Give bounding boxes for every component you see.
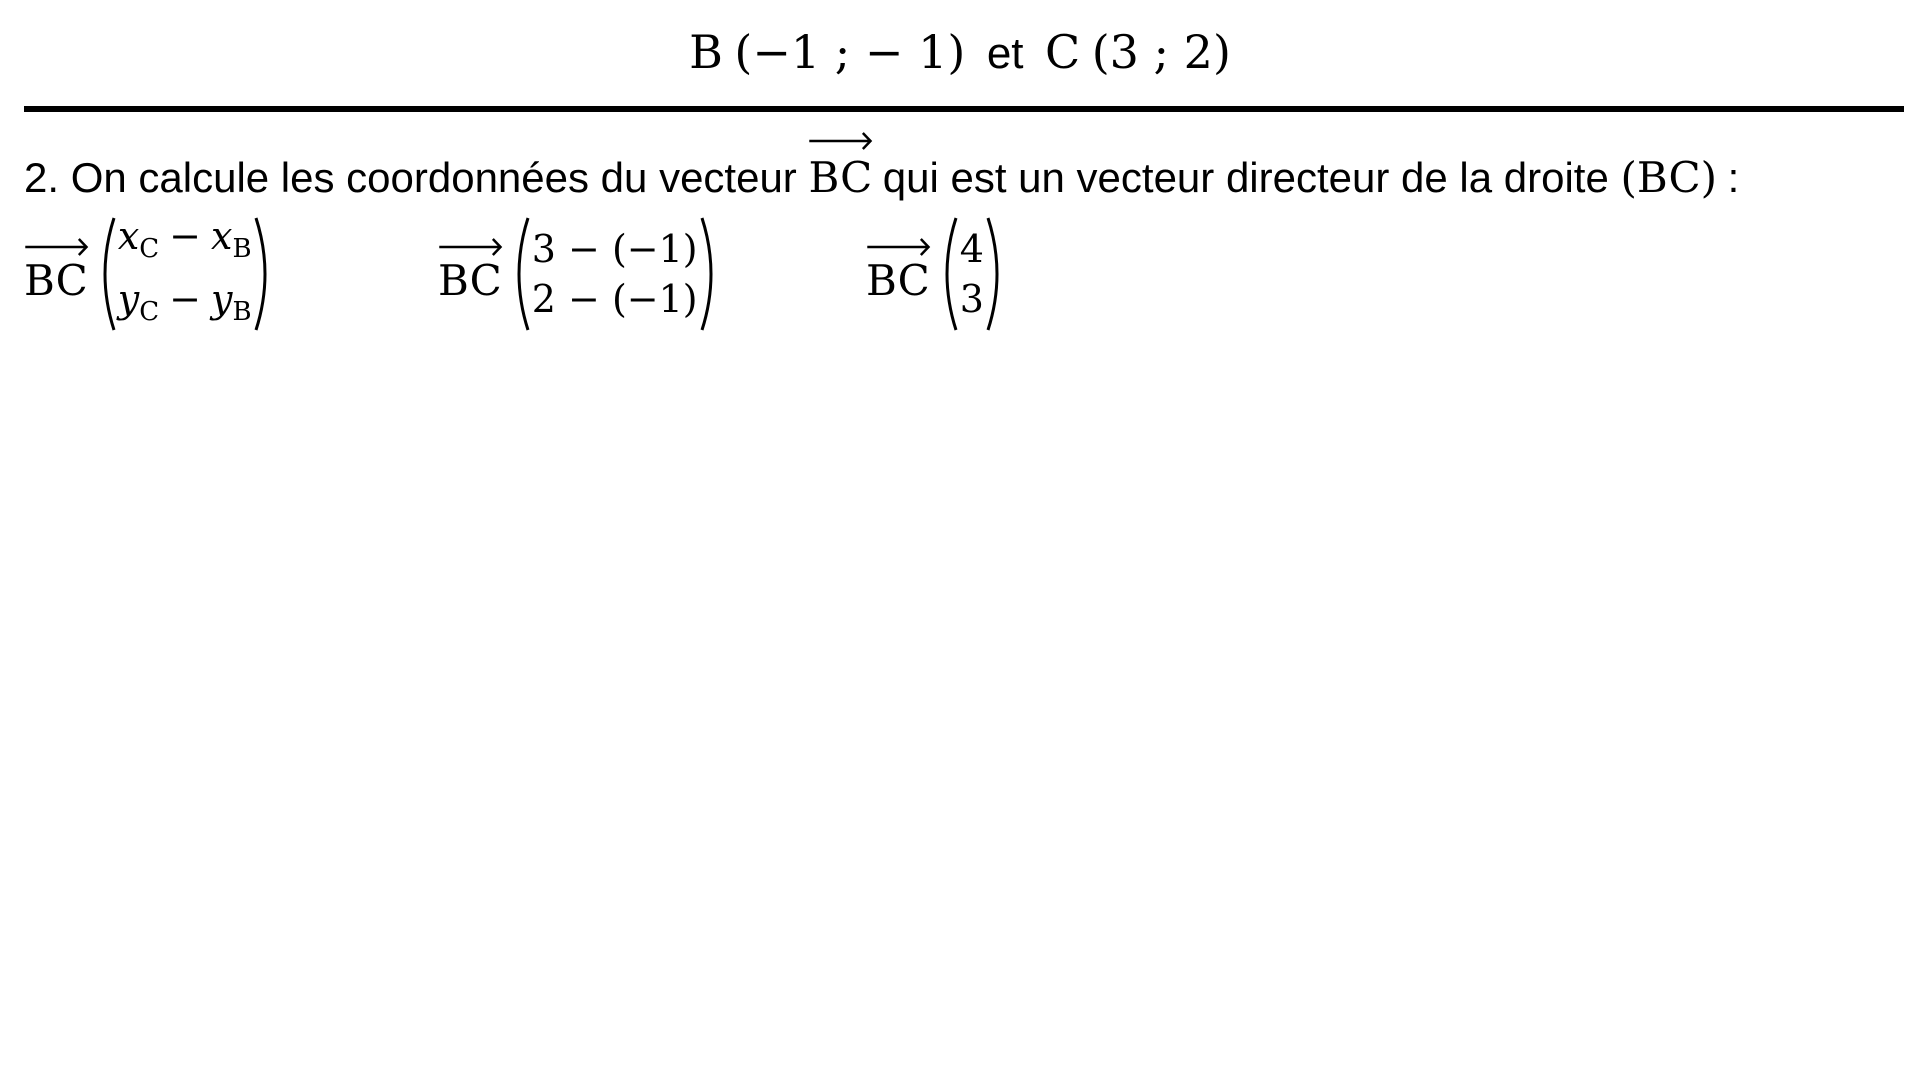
minus-sign: − [169, 277, 201, 321]
sentence-after: qui est un vecteur directeur de la droite [882, 154, 1621, 201]
vector-bc-1 [24, 256, 88, 305]
right-paren-icon [254, 216, 276, 332]
point-b-letter: B [689, 25, 723, 79]
vector-arrow-icon [438, 236, 502, 258]
coordinate-row-y: 2 − (−1) [531, 277, 698, 321]
var-y: y [211, 277, 233, 321]
question-sentence [24, 150, 1739, 207]
sub-c: C [139, 234, 160, 264]
coordinate-row-y [118, 274, 252, 337]
vector-arrow-icon [24, 236, 88, 258]
var-x: x [211, 214, 233, 258]
vector-bc-2-label: BC [438, 255, 502, 305]
coordinate-column [530, 224, 700, 324]
vector-bc-inline-label: BC [808, 153, 873, 202]
var-x: x [117, 214, 140, 258]
left-paren-icon [936, 216, 958, 332]
coordinate-row-x: 4 [959, 227, 984, 271]
vector-bc-2 [438, 256, 502, 305]
right-paren-icon [700, 216, 722, 332]
horizontal-rule [24, 106, 1904, 112]
sentence-end: : [1727, 154, 1740, 201]
coordinate-column [116, 211, 254, 337]
right-paren-icon [986, 216, 1008, 332]
connector-text: et [986, 29, 1024, 78]
point-c-coords: (3 ; 2) [1091, 25, 1231, 79]
point-b-coords: (−1 ; − 1) [734, 25, 966, 79]
vector-bc-inline [808, 150, 872, 206]
left-paren-icon [508, 216, 530, 332]
vector-bc-1-label: BC [24, 255, 88, 305]
point-c-letter: C [1045, 25, 1081, 79]
vector-bc-3 [866, 256, 930, 305]
vector-formula-substituted [438, 212, 722, 336]
var-y: y [117, 277, 140, 321]
vector-formula-symbolic [24, 212, 276, 336]
vector-arrow-icon [866, 236, 930, 258]
left-paren-icon [94, 216, 116, 332]
coordinate-row-y: 3 [959, 277, 984, 321]
sentence-before: 2. On calcule les coordonnées du vecteur [24, 154, 809, 201]
sub-b: B [232, 234, 252, 264]
minus-sign: − [169, 214, 201, 258]
points-header [0, 24, 1920, 82]
vector-arrow-icon [808, 130, 872, 152]
line-name: (BC) [1620, 153, 1718, 202]
coordinate-row-x: 3 − (−1) [531, 227, 698, 271]
coordinate-row-x [118, 211, 252, 274]
sub-b: B [232, 297, 252, 327]
coordinate-column [958, 224, 986, 324]
vector-formula-result [866, 212, 1008, 336]
sub-c: C [139, 297, 160, 327]
vector-bc-3-label: BC [866, 255, 930, 305]
